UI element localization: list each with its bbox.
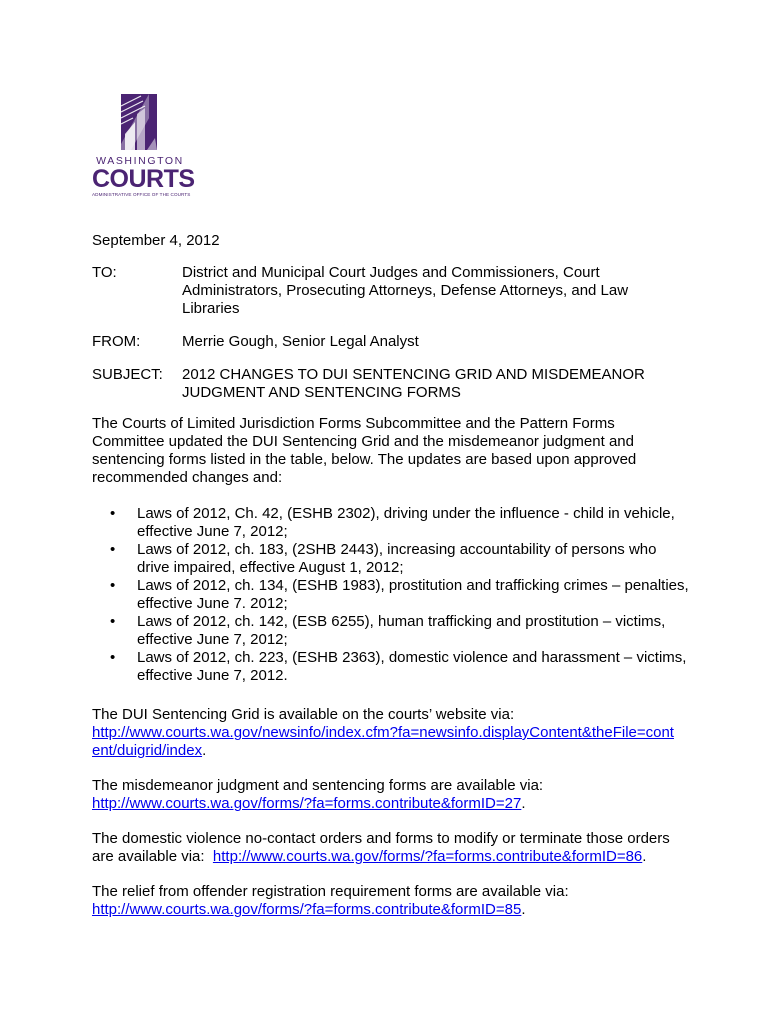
memo-from-value: Merrie Gough, Senior Legal Analyst bbox=[182, 333, 419, 350]
washington-courts-logo bbox=[92, 94, 195, 200]
relief-forms-link[interactable]: http://www.courts.wa.gov/forms/?fa=forms.contribute&formID=85 bbox=[92, 901, 522, 918]
memo-date: September 4, 2012 bbox=[92, 232, 220, 249]
misdemeanor-forms-period: . bbox=[521, 795, 526, 812]
relief-forms-period: . bbox=[521, 901, 526, 918]
logo-washington-text: WASHINGTON bbox=[96, 155, 184, 167]
bullet-text: Laws of 2012, ch. 134, (ESHB 1983), prostitution and trafficking crimes – penalties, effective June 7. 2012; bbox=[137, 577, 689, 612]
dui-grid-paragraph bbox=[92, 706, 692, 760]
list-item bbox=[110, 541, 690, 577]
courts-emblem-icon bbox=[121, 94, 157, 150]
bullet-icon: • bbox=[110, 505, 116, 522]
relief-forms-paragraph bbox=[92, 883, 692, 919]
bullet-icon: • bbox=[110, 613, 116, 630]
memo-to-value: District and Municipal Court Judges and Commissioners, Court Administrators, Prosecuting Attorneys, Defense Attorneys, and Law Libraries bbox=[182, 264, 629, 317]
bullet-icon: • bbox=[110, 649, 116, 666]
dv-orders-text: The domestic violence no-contact orders and forms to modify or terminate those orders are available via: bbox=[92, 830, 670, 865]
bullet-text: Laws of 2012, ch. 142, (ESB 6255), human trafficking and prostitution – victims, effective June 7, 2012; bbox=[137, 613, 666, 648]
memo-to-label: TO: bbox=[92, 264, 117, 281]
laws-bullet-list bbox=[110, 505, 690, 685]
dui-grid-period: . bbox=[202, 742, 207, 759]
list-item bbox=[110, 577, 690, 613]
dv-orders-period: . bbox=[642, 848, 647, 865]
logo-courts-text: COURTS bbox=[92, 165, 195, 193]
dui-grid-link-line1: http://www.courts.wa.gov/newsinfo/index.cfm?fa=newsinfo.displayContent&theFile=cont bbox=[92, 724, 674, 741]
misdemeanor-forms-link[interactable]: http://www.courts.wa.gov/forms/?fa=forms.contribute&formID=27 bbox=[92, 795, 522, 812]
intro-paragraph: The Courts of Limited Jurisdiction Forms Subcommittee and the Pattern Forms Committee updated the DUI Sentencing Grid and the misdemeanor judgment and sentencing forms listed in the table, below. The updates are based upon approved recommended changes and: bbox=[92, 415, 637, 486]
misdemeanor-forms-text: The misdemeanor judgment and sentencing forms are available via: bbox=[92, 777, 544, 794]
dui-grid-link-line2: ent/duigrid/index bbox=[92, 742, 203, 759]
bullet-text: Laws of 2012, Ch. 42, (ESHB 2302), driving under the influence - child in vehicle, effective June 7, 2012; bbox=[137, 505, 675, 540]
dv-orders-link[interactable]: http://www.courts.wa.gov/forms/?fa=forms.contribute&formID=86 bbox=[212, 848, 643, 865]
dui-grid-link[interactable] bbox=[92, 724, 674, 759]
dv-orders-paragraph bbox=[92, 830, 692, 866]
misdemeanor-forms-paragraph bbox=[92, 777, 692, 813]
dui-grid-text: The DUI Sentencing Grid is available on the courts’ website via: bbox=[92, 706, 515, 723]
memo-subject-value: 2012 CHANGES TO DUI SENTENCING GRID AND MISDEMEANOR JUDGMENT AND SENTENCING FORMS bbox=[182, 366, 645, 401]
bullet-icon: • bbox=[110, 541, 116, 558]
list-item bbox=[110, 613, 690, 649]
list-item bbox=[110, 505, 690, 541]
memo-from-label: FROM: bbox=[92, 333, 141, 350]
relief-forms-text: The relief from offender registration requirement forms are available via: bbox=[92, 883, 569, 900]
bullet-text: Laws of 2012, ch. 183, (2SHB 2443), increasing accountability of persons who drive impaired, effective August 1, 2012; bbox=[137, 541, 657, 576]
list-item bbox=[110, 649, 690, 685]
logo-aoc-text: ADMINISTRATIVE OFFICE OF THE COURTS bbox=[92, 192, 191, 197]
bullet-icon: • bbox=[110, 577, 116, 594]
memo-subject-label: SUBJECT: bbox=[92, 366, 163, 383]
bullet-text: Laws of 2012, ch. 223, (ESHB 2363), domestic violence and harassment – victims, effective June 7, 2012. bbox=[137, 649, 687, 684]
